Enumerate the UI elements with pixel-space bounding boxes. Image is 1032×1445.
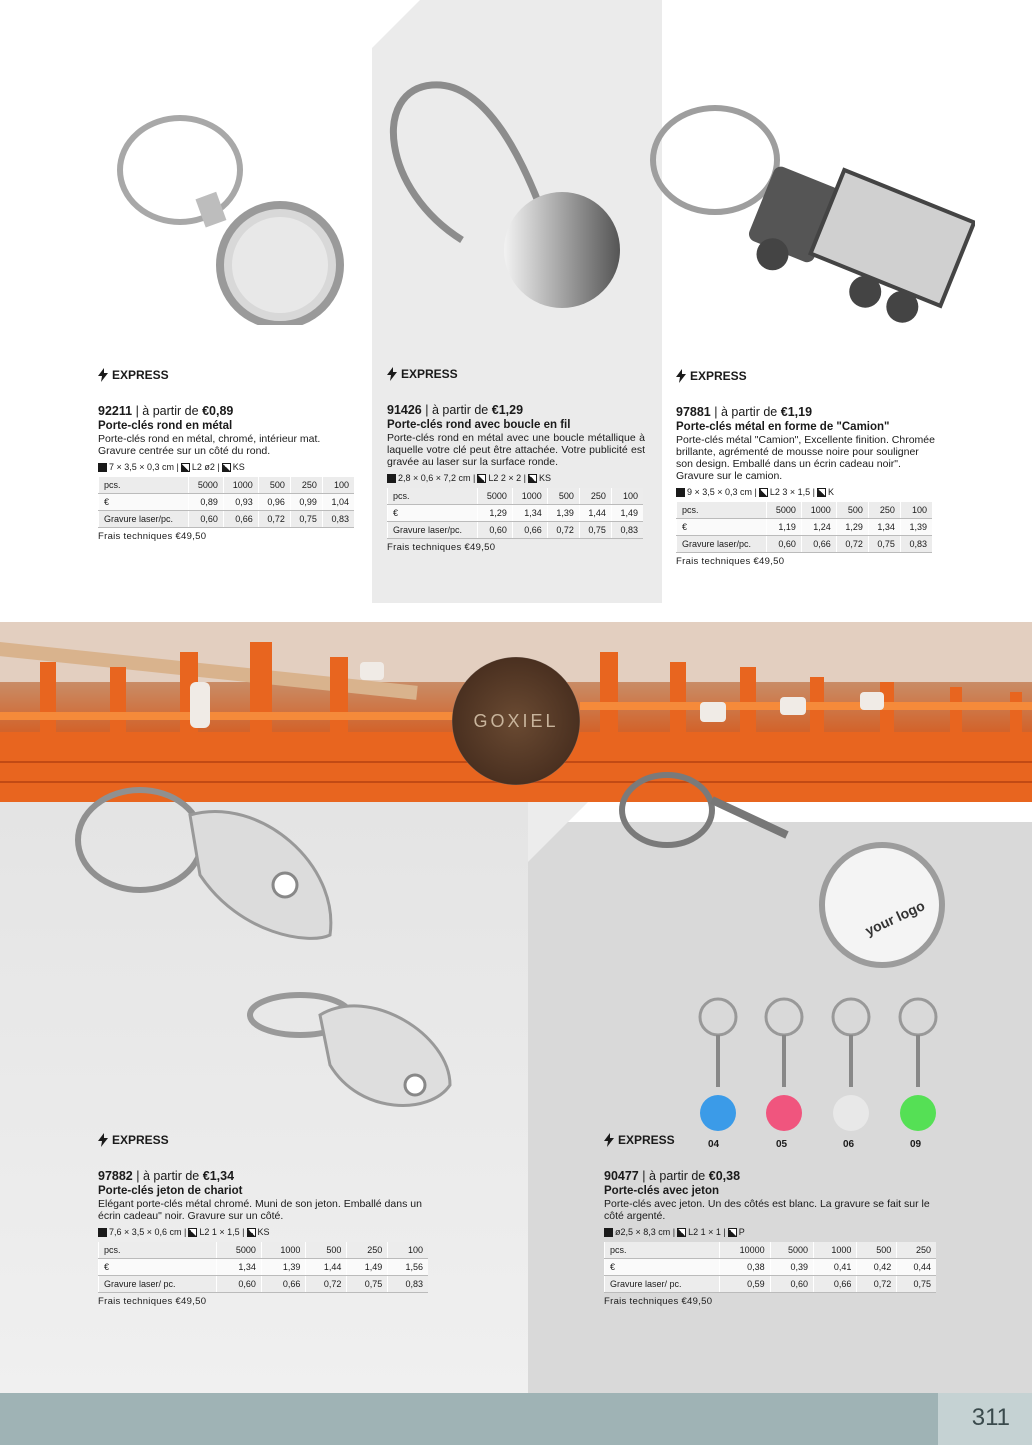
- swatch-disc: [900, 1095, 936, 1131]
- product-dimensions: 2,8 × 0,6 × 7,2 cm | L2 2 × 2 | KS: [387, 473, 645, 483]
- token-logo-text: your logo: [862, 897, 928, 939]
- wooden-token-logo: [452, 657, 580, 785]
- swatch-disc: [700, 1095, 736, 1131]
- background-panel-cut: [528, 802, 588, 862]
- table-row: Gravure laser/pc. 0,60 0,66 0,72 0,75 0,83: [388, 522, 644, 539]
- product-block-97881: [676, 369, 936, 567]
- product-block-97882: [98, 1133, 428, 1307]
- price-table: [98, 1242, 428, 1293]
- price-table: [676, 502, 932, 553]
- express-badge: EXPRESS: [98, 1133, 428, 1147]
- price-table: [387, 488, 643, 539]
- table-row: € 1,19 1,24 1,29 1,34 1,39: [677, 519, 933, 536]
- product-name: Porte-clés rond en métal: [98, 420, 233, 432]
- product-image-cable-keyring: [382, 70, 652, 335]
- product-ref-line: 97882 | à partir de €1,34: [98, 1169, 235, 1183]
- technical-fees: Frais techniques €49,50: [98, 531, 207, 542]
- product-dimensions: 7,6 × 3,5 × 0,6 cm | L2 1 × 1,5 | KS: [98, 1227, 428, 1237]
- table-row: Gravure laser/ pc. 0,60 0,66 0,72 0,75 0,83: [99, 1276, 429, 1293]
- table-row: Gravure laser/pc. 0,60 0,66 0,72 0,75 0,83: [99, 511, 355, 528]
- swatch-keyring-04: [690, 995, 746, 1140]
- express-badge: EXPRESS: [387, 367, 645, 381]
- table-row: pcs. 5000 1000 500 250 100: [677, 502, 933, 519]
- packaging-icon: [222, 463, 231, 472]
- table-row: € 0,89 0,93 0,96 0,99 1,04: [99, 494, 355, 511]
- table-row: € 0,38 0,39 0,41 0,42 0,44: [605, 1259, 937, 1276]
- product-dimensions: 9 × 3,5 × 0,3 cm | L2 3 × 1,5 | K: [676, 487, 936, 497]
- dimensions-icon: [387, 474, 396, 483]
- background-panel-cut: [372, 0, 420, 48]
- product-description: Elégant porte-clés métal chromé. Muni de son jeton. Emballé dans un écrin cadeau" noir. Gravure sur un côté.: [98, 1198, 422, 1222]
- technical-fees: Frais techniques €49,50: [676, 556, 785, 567]
- banner-logo-text: GOXIEL: [473, 710, 559, 731]
- swatch-keyring-06: [823, 995, 879, 1140]
- table-row: pcs. 5000 1000 500 250 100: [388, 488, 644, 505]
- product-image-truck-keyring: [645, 105, 975, 330]
- product-description: Porte-clés métal "Camion", Excellente finition. Chromée brillante, agrémenté de mousse noire pour souligner son design. Emballé dans un écrin cadeau noir". Gravure sur le camion.: [676, 434, 935, 482]
- table-row: pcs. 5000 1000 500 250 100: [99, 1242, 429, 1259]
- product-block-92211: [98, 368, 358, 542]
- table-row: pcs. 5000 1000 500 250 100: [99, 477, 355, 494]
- swatch-label: 04: [708, 1139, 720, 1150]
- product-name: Porte-clés avec jeton: [604, 1185, 720, 1197]
- lightning-icon: [98, 1133, 108, 1147]
- table-row: € 1,29 1,34 1,39 1,44 1,49: [388, 505, 644, 522]
- swatch-disc: [833, 1095, 869, 1131]
- technical-fees: Frais techniques €49,50: [98, 1296, 207, 1307]
- table-row: € 1,34 1,39 1,44 1,49 1,56: [99, 1259, 429, 1276]
- swatch-label: 09: [910, 1139, 922, 1150]
- table-row: pcs. 10000 5000 1000 500 250: [605, 1242, 937, 1259]
- product-description: Porte-clés avec jeton. Un des côtés est blanc. La gravure se fait sur le côté argenté.: [604, 1198, 930, 1222]
- print-area-icon: [181, 463, 190, 472]
- dimensions-icon: [98, 463, 107, 472]
- page-number: 311: [971, 1404, 1010, 1431]
- product-ref-line: 97881 | à partir de €1,19: [676, 405, 813, 419]
- lightning-icon: [604, 1133, 614, 1147]
- product-ref-line: 91426 | à partir de €1,29: [387, 403, 524, 417]
- price-table: [604, 1242, 936, 1293]
- express-badge: EXPRESS: [98, 368, 358, 382]
- product-name: Porte-clés métal en forme de "Camion": [676, 421, 890, 433]
- print-area-icon: [759, 488, 768, 497]
- packaging-icon: [528, 474, 537, 483]
- swatch-disc: [766, 1095, 802, 1131]
- product-dimensions: ø2,5 × 8,3 cm | L2 1 × 1 | P: [604, 1227, 936, 1237]
- product-image-round-keyring: [110, 115, 360, 330]
- print-area-icon: [188, 1228, 197, 1237]
- product-block-91426: [387, 367, 645, 553]
- dimensions-icon: [604, 1228, 613, 1237]
- technical-fees: Frais techniques €49,50: [604, 1296, 713, 1307]
- price-table: [98, 477, 354, 528]
- express-badge: EXPRESS: [676, 369, 936, 383]
- packaging-icon: [247, 1228, 256, 1237]
- lightning-icon: [676, 369, 686, 383]
- footer-band: [0, 1393, 1032, 1445]
- dimensions-icon: [676, 488, 685, 497]
- color-swatches: [690, 995, 950, 1155]
- product-name: Porte-clés jeton de chariot: [98, 1185, 243, 1197]
- product-ref-line: 92211 | à partir de €0,89: [98, 404, 234, 418]
- table-row: Gravure laser/ pc. 0,59 0,60 0,66 0,72 0,75: [605, 1276, 937, 1293]
- product-description: Porte-clés rond en métal, chromé, intérieur mat. Gravure centrée sur un côté du rond.: [98, 433, 321, 457]
- dimensions-icon: [98, 1228, 107, 1237]
- swatch-label: 06: [843, 1139, 855, 1150]
- swatch-label: 05: [776, 1139, 788, 1150]
- product-image-trolley-token-keyring: [70, 785, 490, 1130]
- table-row: Gravure laser/pc. 0,60 0,66 0,72 0,75 0,83: [677, 536, 933, 553]
- print-area-icon: [477, 474, 486, 483]
- swatch-keyring-05: [756, 995, 812, 1140]
- technical-fees: Frais techniques €49,50: [387, 542, 496, 553]
- product-block-90477: [604, 1133, 936, 1307]
- product-description: Porte-clés rond en métal avec une boucle métallique à laquelle votre clé peut être attachée. Votre publicité est gravée au laser sur la surface ronde.: [387, 432, 645, 468]
- swatch-keyring-09: [890, 995, 946, 1140]
- express-badge: EXPRESS: [604, 1133, 936, 1147]
- lightning-icon: [98, 368, 108, 382]
- packaging-icon: [817, 488, 826, 497]
- product-ref-line: 90477 | à partir de €0,38: [604, 1169, 741, 1183]
- lightning-icon: [387, 367, 397, 381]
- product-image-token-keyring: [612, 770, 952, 975]
- print-area-icon: [677, 1228, 686, 1237]
- product-name: Porte-clés rond avec boucle en fil: [387, 419, 571, 431]
- packaging-icon: [728, 1228, 737, 1237]
- product-dimensions: 7 × 3,5 × 0,3 cm | L2 ø2 | KS: [98, 462, 358, 472]
